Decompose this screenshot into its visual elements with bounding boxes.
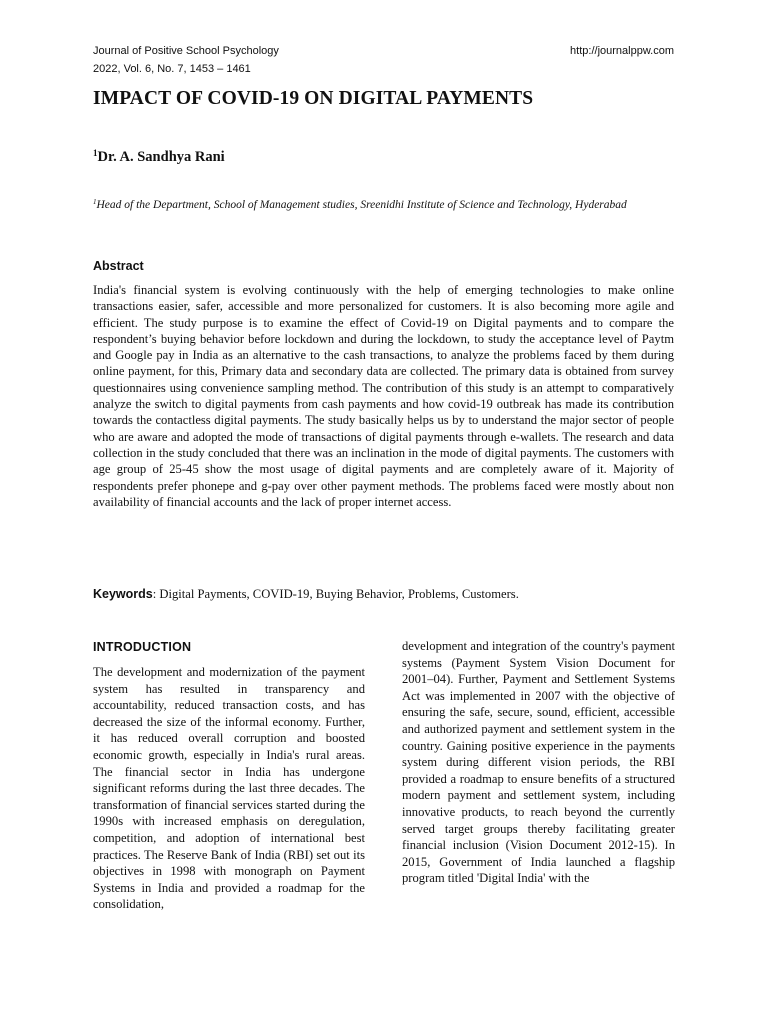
author-name: Dr. A. Sandhya Rani [97, 149, 225, 165]
left-column [93, 638, 365, 913]
paper-title: IMPACT OF COVID-19 ON DIGITAL PAYMENTS [93, 88, 534, 109]
right-column [402, 638, 675, 887]
journal-name: Journal of Positive School Psychology [93, 45, 279, 57]
introduction-right-text: development and integration of the country's payment systems (Payment System Vision Document for 2001–04). Further, Payment and Settlement Systems Act was implemented in 2007 with the objective of ensuring the safe, secure, sound, efficient, accessible and authorized payment and settlement system in the country. Gaining positive experience in the payments system during different vision periods, the RBI provided a roadmap to ensure benefits of a structured modern payment and settlement system, including innovative products, to reach beyond the currently served target groups thereby facilitating greater financial inclusion (Vision Document 2012-15). In 2015, Government of India launched a flagship program titled 'Digital India' with the [402, 639, 675, 886]
author-affiliation [93, 194, 673, 214]
abstract-heading: Abstract [93, 259, 144, 273]
keywords-text: Digital Payments, COVID-19, Buying Behavior, Problems, Customers. [156, 587, 519, 601]
affiliation-marker: 1 [93, 198, 97, 206]
affiliation-text: Head of the Department, School of Management studies, Sreenidhi Institute of Science and Technology, Hyderabad [96, 199, 627, 211]
abstract-body: India's financial system is evolving continuously with the help of emerging technologies to make online transactions easier, safer, accessible and more personalized for customers. It is also becoming more agile and efficient. The study purpose is to examine the effect of Covid-19 on Digital payments and to compare the respondent’s buying behavior before lockdown and during the lockdown, to study the acceptance level of Paytm and Google pay in India as an alternative to the cash transactions, to analyze the problems faced by them during online payment, for this, Primary data and secondary data are collected. The primary data is obtained from survey questionnaires using convenience sampling method. The contribution of this study is an attempt to comparatively analyze the switch to digital payments from cash payments and how covid-19 outbreak has made its contribution towards the contactless digital payments. The study basically helps us by to understand the major sector of people who are aware and adopted the mode of transactions of digital payments through e-wallets. The research and data collection in the study concluded that there was an inclination in the mode of digital payments. The customers with age group of 25-45 show the most usage of digital payments and are completely aware of it. Majority of respondents prefer phonepe and g-pay over other payment methods. The problems faced were mostly about non availability of financial accounts and the lack of proper internet access. [93, 283, 674, 509]
keywords-label: Keywords [93, 587, 153, 601]
author-line [93, 148, 225, 166]
author-marker: 1 [93, 148, 98, 158]
introduction-heading: INTRODUCTION [93, 640, 192, 654]
running-header [93, 42, 674, 78]
keywords-line [93, 586, 674, 603]
introduction-left-text: The development and modernization of the payment system has resulted in transparency and accountability, reduced transaction costs, and has decreased the size of the informal economy. Further, it has reduced overall corruption and boosted economic growth, especially in India's rural areas. The financial sector in India has undergone significant reforms during the last three decades. The transformation of financial services started during the 1990s with increased emphasis on deregulation, competition, and adoption of international best practices. The Reserve Bank of India (RBI) set out its objectives in 1998 with monograph on Payment Systems in India and provided a roadmap for the consolidation, [93, 665, 365, 912]
keywords-separator: : [152, 587, 157, 601]
journal-volume: 2022, Vol. 6, No. 7, 1453 – 1461 [93, 63, 251, 75]
journal-url[interactable]: http://journalppw.com [570, 45, 674, 57]
